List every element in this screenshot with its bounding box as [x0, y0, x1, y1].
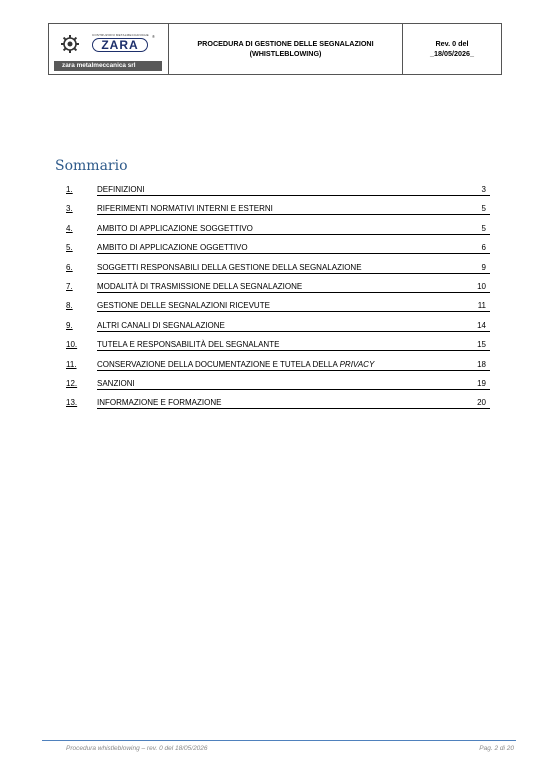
toc-entry[interactable]	[66, 321, 490, 333]
toc-entry[interactable]	[66, 340, 490, 352]
title-line-2: (WHISTLEBLOWING)	[249, 49, 322, 58]
toc-entry[interactable]	[66, 224, 490, 236]
toc-entry-page: 9	[481, 262, 486, 272]
gear-icon	[60, 34, 80, 54]
toc-entry-title-text: RIFERIMENTI NORMATIVI INTERNI E ESTERNI	[97, 204, 273, 214]
toc-entry[interactable]	[66, 243, 490, 255]
toc-entry-number: 12.	[66, 379, 78, 388]
toc-entry-underline	[97, 214, 490, 215]
toc-entry-number: 9.	[66, 320, 73, 330]
company-logo	[54, 28, 162, 60]
toc-entry-page: 11	[477, 301, 486, 311]
toc-entry-underline	[97, 311, 490, 312]
toc-entry-title	[97, 321, 225, 330]
page-number: Pag. 2 di 20	[479, 745, 514, 752]
toc-entry-underline	[97, 331, 490, 332]
toc-entry-number: 10.	[66, 340, 78, 350]
toc-entry-number: 5.	[66, 243, 73, 253]
toc-entry-page: 14	[477, 320, 486, 330]
toc-entry-title-text: INFORMAZIONE E FORMAZIONE	[97, 398, 222, 408]
toc-entry-title-text: AMBITO DI APPLICAZIONE OGGETTIVO	[97, 243, 248, 253]
company-name-bar: zara metalmeccanica srl	[54, 61, 162, 71]
toc-entry-page: 15	[477, 340, 486, 350]
toc-entry-title	[97, 263, 362, 272]
toc-entry-page: 5	[481, 204, 486, 214]
revision-date: _18/05/2026_	[430, 49, 474, 58]
logo-cell	[49, 24, 169, 74]
toc-entry[interactable]	[66, 398, 490, 410]
toc-entry-title-text: SANZIONI	[97, 379, 135, 388]
toc-entry-page: 6	[481, 243, 486, 253]
toc-entry-number: 8.	[66, 301, 73, 311]
toc-entry[interactable]	[66, 185, 490, 197]
registered-mark: ®	[152, 34, 155, 39]
toc-entry-page: 18	[477, 359, 486, 369]
toc-entry-underline	[97, 273, 490, 274]
toc-entry-number: 7.	[66, 282, 73, 291]
toc-entry-underline	[97, 389, 490, 390]
toc-entry-underline	[97, 350, 490, 351]
toc-entry-title	[97, 224, 253, 233]
toc-entry-title-text: MODALITÀ DI TRASMISSIONE DELLA SEGNALAZIONE	[97, 282, 303, 291]
toc-entry[interactable]	[66, 282, 490, 294]
toc-entry-title-text: ALTRI CANALI DI SEGNALAZIONE	[97, 320, 225, 330]
toc-entry-page: 5	[481, 223, 486, 233]
toc-entry-title-text: GESTIONE DELLE SEGNALAZIONI RICEVUTE	[97, 301, 270, 311]
toc-entry-underline	[97, 253, 490, 254]
document-title	[169, 24, 403, 74]
toc-entry[interactable]	[66, 379, 490, 391]
toc-entry-title	[97, 360, 374, 369]
toc-entry-title	[97, 379, 135, 388]
toc-entry[interactable]	[66, 360, 490, 372]
toc-entry-title	[97, 204, 273, 213]
toc-entry-page: 20	[477, 398, 486, 408]
toc-entry-title-text: CONSERVAZIONE DELLA DOCUMENTAZIONE E TUTELA DELLA	[97, 359, 338, 369]
revision-line-1: Rev. 0 del	[435, 39, 469, 48]
toc-entry-title-text: AMBITO DI APPLICAZIONE SOGGETTIVO	[97, 223, 253, 233]
logo-brand: ZARA	[92, 38, 148, 52]
toc-entry-title	[97, 282, 302, 291]
toc-entry-number: 3.	[66, 204, 73, 214]
toc-entry-number: 4.	[66, 223, 73, 233]
toc-entry-title	[97, 398, 221, 407]
toc-entry-title	[97, 243, 248, 252]
toc-entry-title	[97, 340, 279, 349]
toc-entry-title-text: SOGGETTI RESPONSABILI DELLA GESTIONE DELLA SEGNALAZIONE	[97, 262, 362, 272]
revision-cell	[403, 24, 501, 74]
toc-entry-underline	[97, 234, 490, 235]
document-header	[48, 23, 502, 75]
logo-tagline: COSTRUZIONI METALMECCANICHE	[92, 33, 149, 37]
title-line-1: PROCEDURA DI GESTIONE DELLE SEGNALAZIONI	[197, 39, 374, 48]
toc-entry-title-text: DEFINIZIONI	[97, 185, 145, 194]
toc-entry-page: 3	[481, 185, 486, 194]
toc-entry-underline	[97, 370, 490, 371]
footer-document-ref: Procedura whistleblowing – rev. 0 del 18/05/2026	[66, 745, 208, 752]
toc-entry-page: 19	[477, 379, 486, 388]
toc-entry-page: 10	[477, 282, 486, 291]
toc-heading: Sommario	[55, 158, 128, 174]
toc-entry-title-italic: PRIVACY	[339, 359, 375, 369]
toc-entry-underline	[97, 408, 490, 409]
toc-entry-title	[97, 185, 145, 194]
toc-entry[interactable]	[66, 263, 490, 275]
toc-entry-number: 1.	[66, 185, 73, 194]
toc-entry-underline	[97, 292, 490, 293]
toc-entry-number: 6.	[66, 262, 73, 272]
toc-entry[interactable]	[66, 301, 490, 313]
toc-entry[interactable]	[66, 204, 490, 216]
toc-entry-title-text: TUTELA E RESPONSABILITÀ DEL SEGNALANTE	[97, 340, 280, 350]
toc-entry-number: 11.	[66, 359, 77, 369]
toc-entry-title	[97, 301, 270, 310]
toc-entry-number: 13.	[66, 398, 78, 408]
toc-entry-underline	[97, 195, 490, 196]
footer-divider	[42, 740, 516, 741]
